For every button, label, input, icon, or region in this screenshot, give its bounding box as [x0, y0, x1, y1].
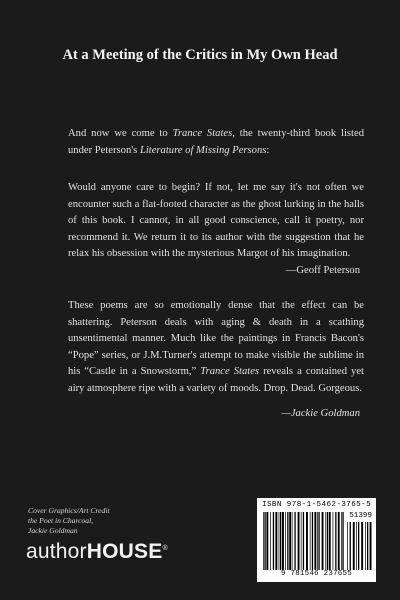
barcode-bar [333, 512, 334, 570]
review-goldman-start: These poems are so emotionally dense that the effect can be shattering. Peterson deals with aging & death in a scathing unsentimental manner. Much like the paintings in Francis Bacon's “Pope” series, or J.M.Turner's attempt to make visible the sublime in his “Castle in a Snowstorm,” [68, 300, 364, 378]
isbn-text: ISBN 978-1-5462-3765-5 [262, 501, 372, 509]
barcode-bar [263, 512, 264, 570]
barcode-bar [342, 512, 343, 570]
barcode-bar [303, 512, 304, 570]
barcode-bar [338, 512, 340, 570]
barcode-bar [287, 512, 288, 570]
barcode-bar [361, 522, 363, 570]
intro-paragraph [68, 126, 364, 159]
barcode-bar [273, 512, 274, 570]
barcode-bar [280, 512, 281, 570]
intro-text-end: : [266, 144, 270, 156]
barcode-bar [292, 512, 293, 570]
barcode-bar [358, 522, 359, 570]
barcode-bar [314, 512, 316, 570]
barcode-bar [282, 512, 284, 570]
review-goldman-book-title: Trance States [200, 366, 260, 378]
barcode-bar [270, 512, 271, 570]
review-goldman [68, 298, 364, 398]
credit-line-1: Cover Graphics/Art Credit [28, 506, 110, 515]
signature-goldman: —Jackie Goldman [281, 408, 360, 419]
barcode-bar [285, 512, 286, 570]
credit-line-3: Jackie Goldman [28, 526, 78, 535]
barcode-bar [370, 522, 372, 570]
intro-series-title: Literature of Missing Persons [139, 144, 267, 156]
barcode-bar [325, 512, 326, 570]
barcode-bar [264, 512, 265, 570]
price-code: 51399 [349, 512, 372, 520]
review-goldman-end: reveals a contained yet airy atmosphere ripe with a variety of moods. Drop. Dead. Gorgeous. [68, 366, 364, 394]
barcode-bar [341, 512, 342, 570]
barcode-bar [275, 512, 277, 570]
barcode-bar [289, 512, 291, 570]
barcode-bar [335, 512, 336, 570]
signature-peterson: —Geoff Peterson [285, 265, 360, 276]
review-peterson: Would anyone care to begin? If not, let me say it's not often we encounter such a flat-footed character as the ghost lurking in the halls of this book. I cannot, in all good conscience, call it poetry, nor recommend it. We return it to its author with the suggestion that he relax his obsession with the mysterious Margot of his imagination. [68, 182, 364, 260]
barcode-bar [312, 512, 313, 570]
credit-line-2: the Poet in Charcoal, [28, 516, 94, 525]
barcode-bar [306, 512, 308, 570]
intro-text-start: And now we come to [68, 128, 173, 139]
publisher-logo-part2: HOUSE [86, 540, 163, 563]
registered-mark: ® [162, 545, 168, 552]
barcode-bar [347, 522, 348, 570]
publisher-logo [26, 540, 168, 564]
barcode-bar [356, 522, 357, 570]
barcode-bar [353, 522, 355, 570]
publisher-logo-part1: author [26, 540, 87, 563]
barcode-bar [367, 522, 368, 570]
intro-book-title: Trance States [172, 128, 233, 139]
page-title: At a Meeting of the Critics in My Own Head [62, 47, 338, 63]
intro-text-middle: , the twenty-third book listed under Peterson's [68, 128, 364, 156]
barcode-bar [317, 512, 318, 570]
barcode-bar [365, 522, 366, 570]
barcode-digits: 9 781546 237655 [280, 570, 353, 578]
barcode-bar [318, 512, 319, 570]
barcode-bar [322, 512, 324, 570]
barcode-bar [266, 512, 268, 570]
isbn-barcode [257, 498, 376, 582]
barcode-bar [310, 512, 311, 570]
barcode-bar [327, 512, 328, 570]
barcode-bar [298, 512, 300, 570]
barcode-bar [279, 512, 280, 570]
barcode-bar [294, 512, 295, 570]
cover-art-credit [28, 506, 158, 536]
barcode-bar [301, 512, 302, 570]
barcode-bar [329, 512, 331, 570]
barcode-bar [350, 522, 351, 570]
